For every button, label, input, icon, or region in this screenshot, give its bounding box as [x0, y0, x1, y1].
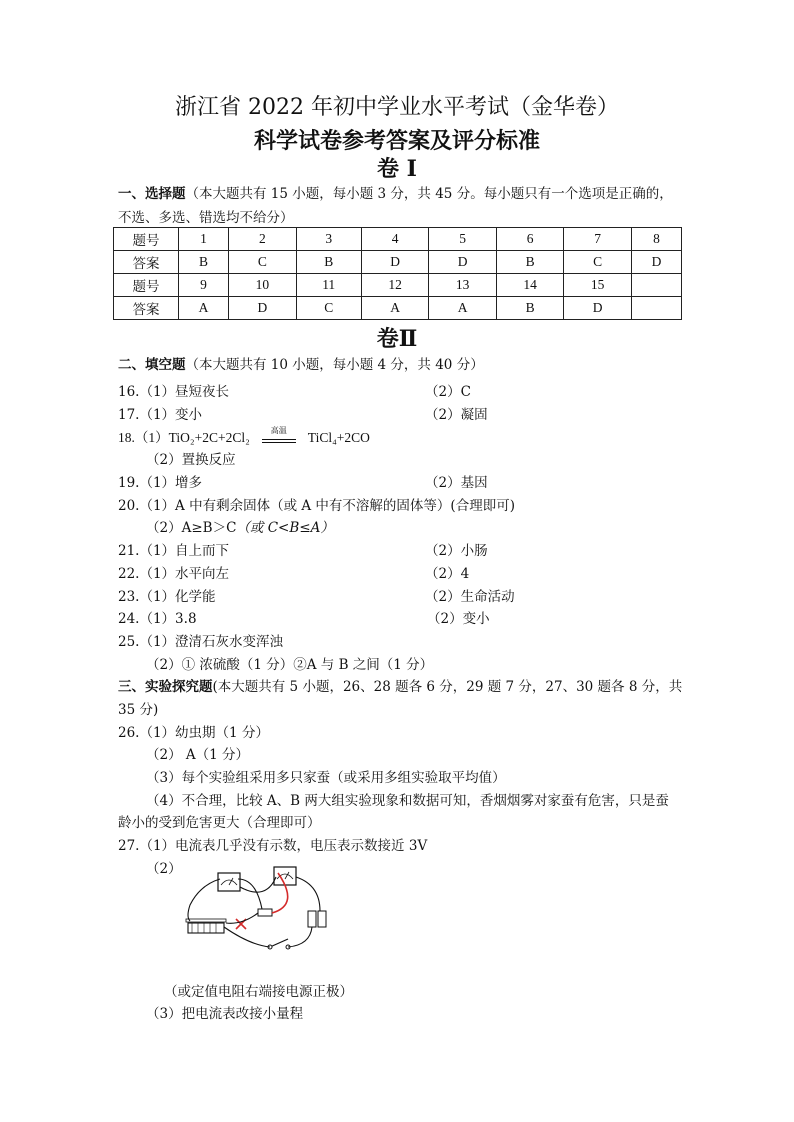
table-cell: D — [564, 297, 632, 320]
q17-part2: （2）凝固 — [425, 407, 488, 423]
reaction-condition: 高温 — [270, 425, 287, 435]
section2-title: 二、填空题 — [118, 357, 186, 373]
table-cell: C — [229, 251, 297, 274]
row-header-cell: 题号 — [114, 274, 179, 297]
table-cell: B — [496, 251, 564, 274]
q22-part2: （2）4 — [425, 566, 470, 582]
q23-part1: 23.（1）化学能 — [118, 589, 216, 605]
q21-part2: （2）小肠 — [425, 543, 488, 559]
table-cell: 13 — [429, 274, 497, 297]
table-cell: 4 — [361, 228, 429, 251]
q26-part3: （3）每个实验组采用多只家蚕（或采用多组实验取平均值） — [146, 770, 506, 786]
switch-icon — [268, 939, 290, 949]
q21-part1: 21.（1）自上而下 — [118, 543, 230, 559]
table-cell: 7 — [564, 228, 632, 251]
doc-title: 浙江省 2022 年初中学业水平考试（金华卷） — [175, 95, 619, 120]
q23-part2: （2）生命活动 — [425, 589, 515, 605]
table-cell — [631, 297, 681, 320]
section1-header — [118, 182, 673, 202]
row-header-cell: 答案 — [114, 251, 179, 274]
table-cell: 11 — [296, 274, 361, 297]
q26-part4: （4）不合理，比较 A、B 两大组实验现象和数据可知，香烟烟雾对家蚕有危害，只是蚕 — [146, 793, 669, 809]
table-cell: B — [296, 251, 361, 274]
table-cell: 12 — [361, 274, 429, 297]
q27-part1: 27.（1）电流表几乎没有示数，电压表示数接近 3V — [118, 838, 428, 854]
table-cell: 3 — [296, 228, 361, 251]
section3-title: 三、实验探究题 — [118, 679, 213, 695]
table-cell: D — [429, 251, 497, 274]
table-cell: 15 — [564, 274, 632, 297]
table-cell: 6 — [496, 228, 564, 251]
q20-part1: 20.（1）A 中有剩余固体（或 A 中有不溶解的固体等）(合理即可) — [118, 498, 515, 514]
voltmeter-icon — [274, 867, 296, 885]
table-cell: C — [296, 297, 361, 320]
q22-part1: 22.（1）水平向左 — [118, 566, 230, 582]
resistor-icon — [258, 909, 272, 916]
q18-part2: （2）置换反应 — [146, 452, 236, 468]
q17-part1: 17.（1）变小 — [118, 407, 203, 423]
row-header-cell: 题号 — [114, 228, 179, 251]
table-cell: D — [361, 251, 429, 274]
q20-answer: （2）A≥B＞C — [146, 520, 237, 536]
table-cell: 1 — [179, 228, 229, 251]
q24-part2: （2）变小 — [427, 611, 490, 627]
table-cell: A — [361, 297, 429, 320]
q20-alt-answer: （或 C<B≤A） — [236, 520, 334, 536]
section3-desc: (本大题共有 5 小题，26、28 题各 6 分，29 题 7 分，27、30 题各 8 分，共 — [212, 679, 683, 695]
section1-desc: （本大题共有 15 小题，每小题 3 分，共 45 分。每小题只有一个选项是正确的， — [185, 186, 673, 202]
volume-2-heading: 卷Ⅱ — [376, 326, 418, 352]
wires — [188, 877, 320, 947]
table-cell: A — [179, 297, 229, 320]
q18-reactants: 18.（1）TiO₂+2C+2Cl₂ — [118, 430, 250, 445]
table-cell: 9 — [179, 274, 229, 297]
q25-part2: （2）① 浓硫酸（1 分）②A 与 B 之间（1 分） — [146, 657, 434, 673]
q19-part2: （2）基因 — [425, 475, 488, 491]
q24-part1: 24.（1）3.8 — [118, 611, 197, 627]
answer-table — [113, 227, 682, 320]
q19-part1: 19.（1）增多 — [118, 475, 203, 491]
section1-title: 一、选择题 — [118, 186, 186, 202]
table-cell: 14 — [496, 274, 564, 297]
volume-1-heading: 卷 I — [377, 156, 417, 182]
q26-part1: 26.（1）幼虫期（1 分） — [118, 725, 269, 741]
doc-subtitle: 科学试卷参考答案及评分标准 — [253, 128, 540, 154]
q18-products: TiCl₄+2CO — [307, 430, 370, 445]
table-cell: B — [179, 251, 229, 274]
section2-header — [118, 353, 484, 373]
q27-note: （或定值电阻右端接电源正极） — [164, 984, 353, 1000]
section1-desc2: 不选、多选、错选均不给分） — [118, 210, 294, 226]
section2-desc: （本大题共有 10 小题，每小题 4 分，共 40 分） — [185, 357, 484, 373]
q16-part1: 16.（1）昼短夜长 — [118, 384, 230, 400]
q20-part2 — [146, 516, 334, 536]
table-cell — [631, 274, 681, 297]
row-header-cell: 答案 — [114, 297, 179, 320]
q25-part1: 25.（1）澄清石灰水变浑浊 — [118, 634, 284, 650]
table-cell: A — [429, 297, 497, 320]
table-cell: 2 — [229, 228, 297, 251]
rheostat-icon — [186, 919, 226, 933]
table-cell: B — [496, 297, 564, 320]
q26-part2: （2） A（1 分） — [146, 747, 250, 763]
table-cell: C — [564, 251, 632, 274]
section3-header — [118, 675, 682, 695]
table-row — [114, 228, 682, 251]
q16-part2: （2）C — [425, 384, 471, 400]
q27-part2-label: （2） — [146, 861, 182, 877]
reaction-arrow — [262, 425, 296, 446]
q26-part4-cont: 龄小的受到危害更大（合理即可） — [118, 815, 321, 831]
table-row — [114, 297, 682, 320]
q18-equation — [118, 426, 370, 446]
ammeter-icon — [218, 873, 240, 891]
table-cell: 8 — [631, 228, 681, 251]
circuit-diagram — [180, 865, 340, 955]
table-cell: D — [229, 297, 297, 320]
table-cell: D — [631, 251, 681, 274]
table-cell: 5 — [429, 228, 497, 251]
table-row — [114, 274, 682, 297]
table-row — [114, 251, 682, 274]
battery-icon — [308, 911, 326, 927]
q27-part3: （3）把电流表改接小量程 — [146, 1006, 304, 1022]
table-cell: 10 — [229, 274, 297, 297]
section3-desc2: 35 分) — [118, 702, 159, 718]
